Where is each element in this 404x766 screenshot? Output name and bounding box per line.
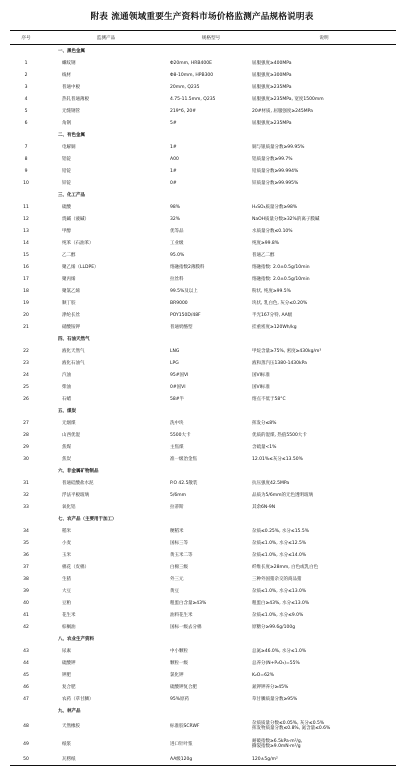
- product-desc: 三种外国猪杂交的商品猪: [252, 576, 302, 582]
- product-desc: 氮钾钾养分≥45%: [252, 684, 289, 690]
- product-spec: 黄豆: [170, 588, 179, 594]
- product-spec: 准一级冶金焦: [170, 456, 197, 462]
- table-row: [10, 69, 396, 81]
- row-number: 20: [23, 312, 29, 318]
- table-row: [10, 735, 396, 753]
- product-name: 豆粕: [62, 600, 71, 606]
- product-name: 甲醇: [62, 228, 71, 234]
- table-row: [10, 165, 396, 177]
- row-number: 21: [23, 324, 29, 330]
- product-spec: 中小颗粒: [170, 648, 188, 654]
- product-spec: 白棉三级: [170, 564, 188, 570]
- table-row: [10, 249, 396, 261]
- table-row: [10, 609, 396, 621]
- product-spec: POY150D/48F: [170, 312, 201, 318]
- row-number: 28: [23, 432, 29, 438]
- row-number: 2: [24, 72, 28, 78]
- product-spec: Φ8-10mm, HPB300: [170, 72, 214, 78]
- row-number: 46: [23, 684, 29, 690]
- product-desc: 甲烷含量≥75%, 密度≥430kg/m³: [252, 348, 322, 354]
- row-number: 6: [24, 120, 28, 126]
- product-name: 棕榈油: [62, 624, 76, 630]
- row-number: 33: [23, 504, 29, 510]
- product-desc: 杂质≤0.25%, 水分≤15.5%: [252, 528, 309, 534]
- product-name: 花生米: [62, 612, 76, 618]
- table-row: [10, 417, 396, 429]
- product-desc: 原糖分≥99.6g/100g: [252, 624, 296, 630]
- product-desc: 屈服强度≥300MPa: [252, 72, 292, 78]
- table-row: [10, 81, 396, 93]
- table-row: [10, 285, 396, 297]
- product-spec: P.O 42.5散装: [170, 480, 198, 486]
- product-name: 电解铜: [62, 144, 76, 150]
- product-spec: 进口针叶浆: [170, 741, 193, 747]
- section-title: 九、林产品: [58, 708, 81, 714]
- product-spec: BR9000: [170, 300, 188, 306]
- row-number: 36: [23, 552, 29, 558]
- row-number: 25: [23, 384, 29, 390]
- row-number: 40: [23, 600, 29, 606]
- product-name: 天然橡胶: [62, 723, 80, 729]
- product-name: 柴油: [62, 384, 71, 390]
- product-spec: 黄玉米二等: [170, 552, 193, 558]
- product-desc: 半光167分特, AA级: [252, 312, 293, 318]
- table-row: [10, 681, 396, 693]
- product-spec: 氯化钾: [170, 672, 184, 678]
- product-spec: 95%原药: [170, 696, 190, 702]
- table-header-row: [10, 31, 396, 45]
- table-row: [10, 525, 396, 537]
- product-name: 大豆: [62, 588, 71, 594]
- row-number: 23: [23, 360, 29, 366]
- product-desc: 熔融指数: 2.0±0.5g/10min: [252, 264, 310, 270]
- product-desc: 熔融指数: 2.0±0.5g/10min: [252, 276, 310, 282]
- product-spec: 标准胶SCRWF: [170, 723, 200, 729]
- product-desc: 12.01%≤灰分≤13.50%: [252, 456, 303, 462]
- product-spec: 硫酸钾复合肥: [170, 684, 197, 690]
- product-desc: 铜与银质量分数≥99.95%: [252, 144, 305, 150]
- product-spec: Φ20mm, HRB400E: [170, 60, 212, 66]
- product-name: 顺丁胶: [62, 300, 76, 306]
- product-spec: 95.0%: [170, 252, 185, 258]
- page-title: 附表 流通领域重要生产资料市场价格监测产品规格说明表: [90, 12, 314, 22]
- row-number: 38: [23, 576, 29, 582]
- product-desc: 杂质≤1.0%, 水分≤13.0%: [252, 588, 307, 594]
- table-row: [10, 309, 396, 321]
- row-number: 47: [23, 696, 29, 702]
- row-number: 32: [23, 492, 29, 498]
- header-no: 序号: [10, 31, 42, 45]
- product-spec: 32%: [170, 216, 181, 222]
- table-row: [10, 321, 396, 333]
- product-name: 普通中板: [62, 84, 80, 90]
- product-name: 硫酸钾: [62, 660, 76, 666]
- section-title: 七、农产品（主要用于加工）: [58, 516, 117, 522]
- table-row: [10, 261, 396, 273]
- product-spec: 拉丝料: [170, 276, 184, 282]
- table-body: [10, 45, 396, 766]
- product-spec: 粗蛋白含量≥43%: [170, 600, 207, 606]
- table-row: [10, 597, 396, 609]
- header-product: 监测产品: [42, 31, 170, 45]
- product-name: 铅锭: [62, 168, 71, 174]
- header-spec: 规格型号: [170, 31, 252, 45]
- row-number: 5: [24, 108, 28, 114]
- product-name: 复合肥: [62, 684, 76, 690]
- row-number: 12: [23, 216, 29, 222]
- row-number: 15: [23, 252, 29, 258]
- section-no-cell: [10, 45, 42, 58]
- row-number: 10: [23, 180, 29, 186]
- row-number: 17: [23, 276, 29, 282]
- table-row: [10, 453, 396, 465]
- product-desc: 草甘膦质量分数≥95%: [252, 696, 298, 702]
- product-spec: 熔融指数2薄膜料: [170, 264, 205, 270]
- row-number: 29: [23, 444, 29, 450]
- product-spec: 219*6, 20#: [170, 108, 197, 114]
- section-no-cell: [10, 405, 42, 417]
- section-row: [10, 465, 396, 477]
- product-spec: 外三元: [170, 576, 184, 582]
- product-desc: 水质量分数≤0.10%: [252, 228, 293, 234]
- product-spec: 主焦煤: [170, 444, 184, 450]
- product-name: 角钢: [62, 120, 71, 126]
- product-name: 瓦楞纸: [42, 753, 170, 766]
- product-desc: 耐破指数≥6.5kPa·m²/g, 撕裂指数≥9.0mN·m²/g: [252, 739, 303, 749]
- table-row: [10, 117, 396, 129]
- product-desc: 品质为5/6mm的无色透明玻璃: [252, 492, 314, 498]
- row-number: 24: [23, 372, 29, 378]
- product-spec: 拉蒂斯: [170, 504, 184, 510]
- row-number: 13: [23, 228, 29, 234]
- section-title: 六、非金属矿物制品: [58, 468, 99, 474]
- product-name: 玉米: [62, 552, 71, 558]
- table-row: [10, 753, 396, 766]
- table-row: [10, 477, 396, 489]
- row-number: 8: [24, 156, 28, 162]
- product-spec: 普通奶酪型: [170, 324, 193, 330]
- row-number: 37: [23, 564, 29, 570]
- product-name: 液化石油气: [62, 360, 85, 366]
- product-desc: 纯度≥99.8%: [252, 240, 280, 246]
- product-name: 涤纶长丝: [62, 312, 80, 318]
- row-number: 42: [23, 624, 29, 630]
- row-number: 27: [23, 420, 29, 426]
- row-number: 18: [23, 288, 29, 294]
- table-row: [10, 717, 396, 735]
- table-row: [10, 225, 396, 237]
- product-name: 钾肥: [62, 672, 71, 678]
- product-desc: 熔点不低于58°C: [252, 396, 286, 402]
- product-name: 石蜡: [62, 396, 71, 402]
- row-number: 14: [23, 240, 29, 246]
- table-row: [10, 153, 396, 165]
- table-row: [10, 105, 396, 117]
- section-no-cell: [10, 513, 42, 525]
- product-name: 聚丙烯: [62, 276, 76, 282]
- section-title: 二、有色金属: [58, 132, 85, 138]
- table-row: [10, 93, 396, 105]
- product-name: 稻米: [62, 528, 71, 534]
- product-spec: AA级120g: [170, 753, 252, 766]
- product-spec: 58#半: [170, 396, 184, 402]
- product-name: 纸浆: [62, 741, 71, 747]
- product-name: 浮法平板玻璃: [62, 492, 89, 498]
- section-title: 三、化工产品: [58, 192, 85, 198]
- section-row: [10, 45, 396, 58]
- table-row: [10, 297, 396, 309]
- section-no-cell: [10, 189, 42, 201]
- table-row: [10, 381, 396, 393]
- product-desc: 优质的混煤, 热值5500大卡: [252, 432, 307, 438]
- product-desc: 粗蛋白≥43%, 水分≤13.0%: [252, 600, 310, 606]
- product-name: 热轧普通薄板: [62, 96, 89, 102]
- product-spec: 0#国VI: [170, 384, 186, 390]
- product-desc: 杂质≤1.0%, 水分≤9.0%: [252, 612, 304, 618]
- row-number: 50: [10, 753, 42, 766]
- product-name: 普通硅酸盐水泥: [62, 480, 94, 486]
- product-desc: H₂SO₄质量分数≥98%: [252, 204, 298, 210]
- product-name: 纯苯（石油苯）: [62, 240, 94, 246]
- product-spec: 95#国VI: [170, 372, 189, 378]
- product-name: 尿素: [62, 648, 71, 654]
- product-name: 山西优混: [62, 432, 80, 438]
- product-name: 螺纹钢: [62, 60, 76, 66]
- row-number: 11: [23, 204, 29, 210]
- product-desc: 挥发分≤8%: [252, 420, 277, 426]
- table-row: [10, 429, 396, 441]
- product-desc: 普通乙二醇: [252, 252, 275, 258]
- table-row: [10, 201, 396, 213]
- product-spec: A00: [170, 156, 179, 162]
- product-spec-table: [10, 30, 396, 766]
- product-spec: 国标三等: [170, 540, 188, 546]
- product-spec: 国标一级去分棉: [170, 624, 202, 630]
- product-spec: 0#: [170, 180, 177, 186]
- product-desc: 总养分(N+P₂O₅)=55%: [252, 660, 300, 666]
- row-number: 1: [24, 60, 28, 66]
- table-row: [10, 549, 396, 561]
- product-spec: 1#: [170, 168, 177, 174]
- table-row: [10, 561, 396, 573]
- product-name: 乙二醇: [62, 252, 76, 258]
- row-number: 43: [23, 648, 29, 654]
- table-row: [10, 585, 396, 597]
- product-desc: 杂质≤1.0%, 水分≤14.0%: [252, 552, 307, 558]
- product-name: 生猪: [62, 576, 71, 582]
- product-spec: 优等品: [170, 228, 184, 234]
- table-row: [10, 57, 396, 69]
- row-number: 39: [23, 588, 29, 594]
- row-number: 22: [23, 348, 29, 354]
- section-row: [10, 129, 396, 141]
- product-spec: 98%: [170, 204, 181, 210]
- product-spec: 颗粒一级: [170, 660, 188, 666]
- product-name: 聚氯乙烯: [62, 288, 80, 294]
- product-name: 线材: [62, 72, 71, 78]
- product-desc: 抗压强度42.5MPa: [252, 480, 290, 486]
- row-number: 19: [23, 300, 29, 306]
- row-number: 16: [23, 264, 29, 270]
- product-desc: 铝质量分数≥99.7%: [252, 156, 293, 162]
- table-row: [10, 573, 396, 585]
- product-name: 棉花（皮棉）: [62, 564, 89, 570]
- table-row: [10, 369, 396, 381]
- section-title: 一、黑色金属: [58, 48, 85, 54]
- section-title: 八、农业生产资料: [58, 636, 94, 642]
- product-desc: 挂重密度≥120Wh/kg: [252, 324, 297, 330]
- table-row: [10, 645, 396, 657]
- product-spec: 5#: [170, 120, 177, 126]
- product-name: 无缝钢管: [62, 108, 80, 114]
- table-row: [10, 213, 396, 225]
- product-desc: K₂O=62%: [252, 672, 275, 678]
- row-number: 34: [23, 528, 29, 534]
- row-number: 3: [24, 84, 28, 90]
- section-no-cell: [10, 129, 42, 141]
- table-row: [10, 657, 396, 669]
- product-spec: LNG: [170, 348, 180, 354]
- section-title: 五、煤炭: [58, 408, 76, 414]
- product-spec: 20mm, Q235: [170, 84, 200, 90]
- product-spec: 5500大卡: [170, 432, 191, 438]
- product-name: 焦煤: [62, 444, 71, 450]
- product-spec: 油料花生米: [170, 612, 193, 618]
- product-name: 无烟煤: [62, 420, 76, 426]
- product-name: 锌锭: [62, 180, 71, 186]
- section-row: [10, 513, 396, 525]
- product-desc: 纤维长度≥28mm, 白色或乳白色: [252, 564, 319, 570]
- product-name: 液化天然气: [62, 348, 85, 354]
- section-row: [10, 705, 396, 717]
- table-row: [10, 537, 396, 549]
- product-name: 焦炭: [62, 456, 71, 462]
- product-desc: 屈服强度≥235MPa, 宽度1500mm: [252, 96, 324, 102]
- product-name: 烧碱（液碱）: [62, 216, 89, 222]
- product-desc: 液和蒸汽压1380-1430kPa: [252, 360, 307, 366]
- product-name: 硫酸: [62, 204, 71, 210]
- table-row: [10, 357, 396, 369]
- table-row: [10, 441, 396, 453]
- product-spec: 99.5%及以上: [170, 288, 198, 294]
- section-title: 四、石油天然气: [58, 336, 90, 342]
- product-spec: 1#: [170, 144, 177, 150]
- product-desc: NaOH质量分数≥32%的离子膜碱: [252, 216, 320, 222]
- product-desc: 120±5g/m²: [252, 753, 396, 766]
- row-number: 45: [23, 672, 29, 678]
- row-number: 44: [23, 660, 29, 666]
- product-desc: 总氮≥46.0%, 水分≤1.0%: [252, 648, 307, 654]
- section-no-cell: [10, 705, 42, 717]
- section-no-cell: [10, 465, 42, 477]
- product-name: 小麦: [62, 540, 71, 546]
- product-desc: 屈服强度≥235MPa: [252, 84, 292, 90]
- product-desc: 粉状, 纯度≥99.5%: [252, 288, 291, 294]
- product-desc: 铅质量分数≥99.994%: [252, 168, 299, 174]
- row-number: 49: [23, 741, 29, 747]
- row-number: 31: [23, 480, 29, 486]
- header-desc: 说明: [252, 31, 396, 45]
- row-number: 7: [24, 144, 28, 150]
- row-number: 9: [24, 168, 28, 174]
- row-number: 26: [23, 396, 29, 402]
- table-row: [10, 489, 396, 501]
- product-name: 聚乙烯（LLDPE）: [62, 264, 99, 270]
- row-number: 30: [23, 456, 29, 462]
- table-row: [10, 345, 396, 357]
- section-row: [10, 633, 396, 645]
- table-row: [10, 501, 396, 513]
- product-desc: 杂质质量分数≤0.05%, 灰分≤0.5% 挥发物质量分数≤0.8%, 氮含量≤0.6%: [252, 721, 331, 731]
- product-desc: 含硫量<1%: [252, 444, 277, 450]
- table-row: [10, 393, 396, 405]
- product-spec: 5/6mm: [170, 492, 187, 498]
- product-name: 硝酸铵钾: [62, 324, 80, 330]
- section-row: [10, 333, 396, 345]
- product-spec: 洗中块: [170, 420, 184, 426]
- table-row: [10, 273, 396, 285]
- product-desc: 国VI标准: [252, 372, 270, 378]
- product-name: 汽油: [62, 372, 71, 378]
- table-row: [10, 141, 396, 153]
- row-number: 48: [23, 723, 29, 729]
- table-row: [10, 177, 396, 189]
- product-name: 农药（草甘膦）: [62, 696, 94, 702]
- product-desc: 其余6N-9N: [252, 504, 276, 510]
- product-spec: 粳稻米: [170, 528, 184, 534]
- table-row: [10, 621, 396, 633]
- section-row: [10, 189, 396, 201]
- table-row: [10, 237, 396, 249]
- product-desc: 20#材质, 屈服强度≥245MPa: [252, 108, 313, 114]
- product-spec: LPG: [170, 360, 179, 366]
- section-no-cell: [10, 333, 42, 345]
- table-row: [10, 693, 396, 705]
- product-name: 氧化铝: [62, 504, 76, 510]
- table-row: [10, 669, 396, 681]
- product-desc: 屈服强度≥235MPa: [252, 120, 292, 126]
- product-desc: 国VI标准: [252, 384, 270, 390]
- product-desc: 杂质≤1.0%, 水分≤12.5%: [252, 540, 307, 546]
- product-desc: 锌质量分数≥99.995%: [252, 180, 299, 186]
- section-no-cell: [10, 633, 42, 645]
- row-number: 4: [24, 96, 28, 102]
- section-row: [10, 405, 396, 417]
- row-number: 41: [23, 612, 29, 618]
- product-spec: 4.75-11.5mm, Q235: [170, 96, 216, 102]
- product-desc: 块状, 乳白色, 灰分≤0.20%: [252, 300, 308, 306]
- product-spec: 工业级: [170, 240, 184, 246]
- product-desc: 屈服强度≥400MPa: [252, 60, 292, 66]
- row-number: 35: [23, 540, 29, 546]
- product-name: 铝锭: [62, 156, 71, 162]
